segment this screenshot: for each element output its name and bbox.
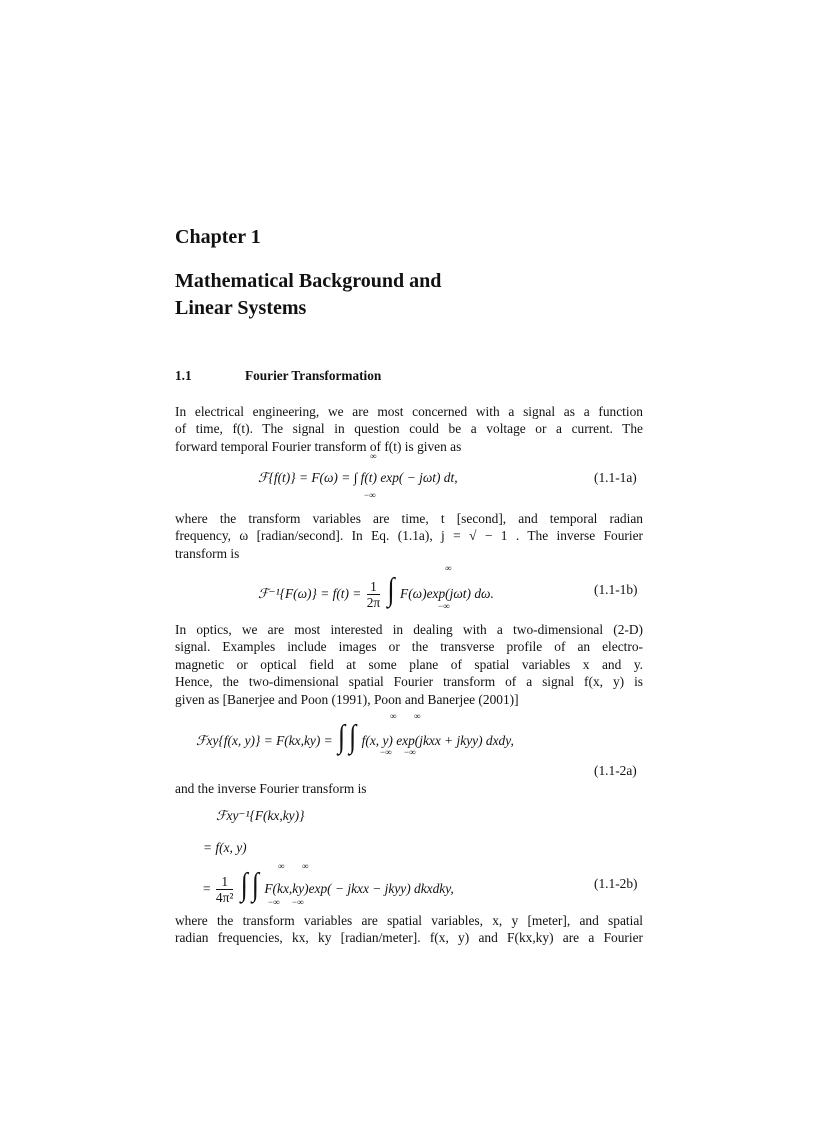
equation-body: ℱ{f(t)} = F(ω) = ∫ f(t) exp( − jωt) dt,: [258, 470, 458, 485]
equation-lhs: ℱ⁻¹{F(ω)} = f(t) =: [258, 586, 362, 601]
paragraph-line: forward temporal Fourier transform of f(t) is given as: [175, 438, 462, 454]
paragraph-line: frequency, ω [radian/second]. In Eq. (1.1a), j = √ − 1 . The inverse Fourier: [175, 528, 643, 544]
equation-number-1-1-1b: (1.1-1b): [594, 582, 638, 597]
paragraph-line: given as [Banerjee and Poon (1991), Poon and Banerjee (2001)]: [175, 691, 519, 707]
paragraph-1: [175, 403, 643, 455]
paragraph-line: In electrical engineering, we are most concerned with a signal as a function: [175, 404, 643, 419]
equation-1-1-1b: [258, 571, 494, 611]
integral-lower-limit: −∞: [292, 897, 304, 907]
integral-lower-limit: −∞: [404, 747, 416, 757]
section-number: 1.1: [175, 368, 192, 383]
integral-upper-limit: ∞: [370, 451, 377, 461]
section-heading: [175, 368, 381, 384]
paragraph-3: [175, 621, 643, 708]
paragraph-line: where the transform variables are spatial variables, x, y [meter], and spatial: [175, 913, 643, 928]
equation-1-1-1a: [258, 470, 458, 486]
integral-lower-limit: −∞: [380, 747, 392, 757]
paragraph-line: where the transform variables are time, t [second], and temporal radian: [175, 511, 643, 526]
section-title: Fourier Transformation: [245, 368, 382, 383]
equation-fraction: [216, 874, 233, 905]
paragraph-5: [175, 912, 643, 947]
chapter-title-line-1: Mathematical Background and: [175, 270, 442, 292]
chapter-label: Chapter 1: [175, 226, 261, 248]
fraction-numerator: 1: [216, 874, 233, 890]
integral-sign: ∫: [338, 718, 346, 755]
integral-sign: ∫: [349, 718, 357, 755]
paragraph-4: [175, 780, 643, 797]
chapter-title-line-2: Linear Systems: [175, 297, 307, 319]
integral-upper-limit: ∞: [278, 861, 285, 871]
paragraph-line: signal. Examples include images or the transverse profile of an electro-: [175, 639, 643, 655]
paragraph-line: and the inverse Fourier transform is: [175, 781, 367, 796]
paragraph-line: radian frequencies, kx, ky [radian/meter]. f(x, y) and F(kx,ky) are a Fourier: [175, 930, 643, 946]
paragraph-line: magnetic or optical field at some plane of spatial variables x and y.: [175, 656, 643, 672]
equation-1-1-2a: [196, 718, 514, 755]
chapter-title: [175, 268, 441, 322]
fraction-denominator: 4π²: [215, 890, 234, 906]
paragraph-line: transform is: [175, 545, 240, 561]
equation-number-1-1-2b: (1.1-2b): [594, 876, 638, 891]
integral-sign: ∫: [251, 866, 260, 903]
equation-number-1-1-1a: (1.1-1a): [594, 470, 637, 485]
integral-lower-limit: −∞: [364, 490, 376, 500]
equation-rhs: F(ω)exp(jωt) dω.: [400, 586, 494, 601]
equation-rhs: F(kx,ky)exp( − jkxx − jkyy) dkxdky,: [264, 881, 454, 896]
integral-lower-limit: −∞: [268, 897, 280, 907]
paragraph-line: Hence, the two-dimensional spatial Fourier transform of a signal f(x, y) is: [175, 674, 643, 690]
integral-sign: ∫: [240, 866, 248, 903]
equals-sign: =: [203, 881, 211, 896]
fraction-numerator: 1: [367, 579, 380, 595]
integral-upper-limit: ∞: [414, 711, 421, 721]
paragraph-line: of time, f(t). The signal in question could be a voltage or a current. The: [175, 421, 643, 437]
paragraph-line: In optics, we are most interested in dealing with a two-dimensional (2-D): [175, 622, 643, 637]
paragraph-2: [175, 510, 643, 562]
equation-number-1-1-2a: (1.1-2a): [594, 763, 637, 778]
integral-upper-limit: ∞: [302, 861, 309, 871]
equation-fraction: [367, 579, 380, 610]
fraction-denominator: 2π: [366, 595, 381, 611]
equation-1-1-2b-line-1: ℱxy⁻¹{F(kx,ky)}: [216, 808, 305, 823]
integral-lower-limit: −∞: [438, 601, 450, 611]
equation-1-1-2b-line-3: [203, 866, 454, 906]
integral-sign: ∫: [387, 571, 395, 608]
equation-lhs: ℱxy{f(x, y)} = F(kx,ky) =: [196, 733, 333, 748]
integral-upper-limit: ∞: [445, 563, 452, 573]
integral-upper-limit: ∞: [390, 711, 397, 721]
equation-rhs: f(x, y) exp(jkxx + jkyy) dxdy,: [361, 733, 514, 748]
equation-1-1-2b-line-2: = f(x, y): [203, 840, 247, 855]
